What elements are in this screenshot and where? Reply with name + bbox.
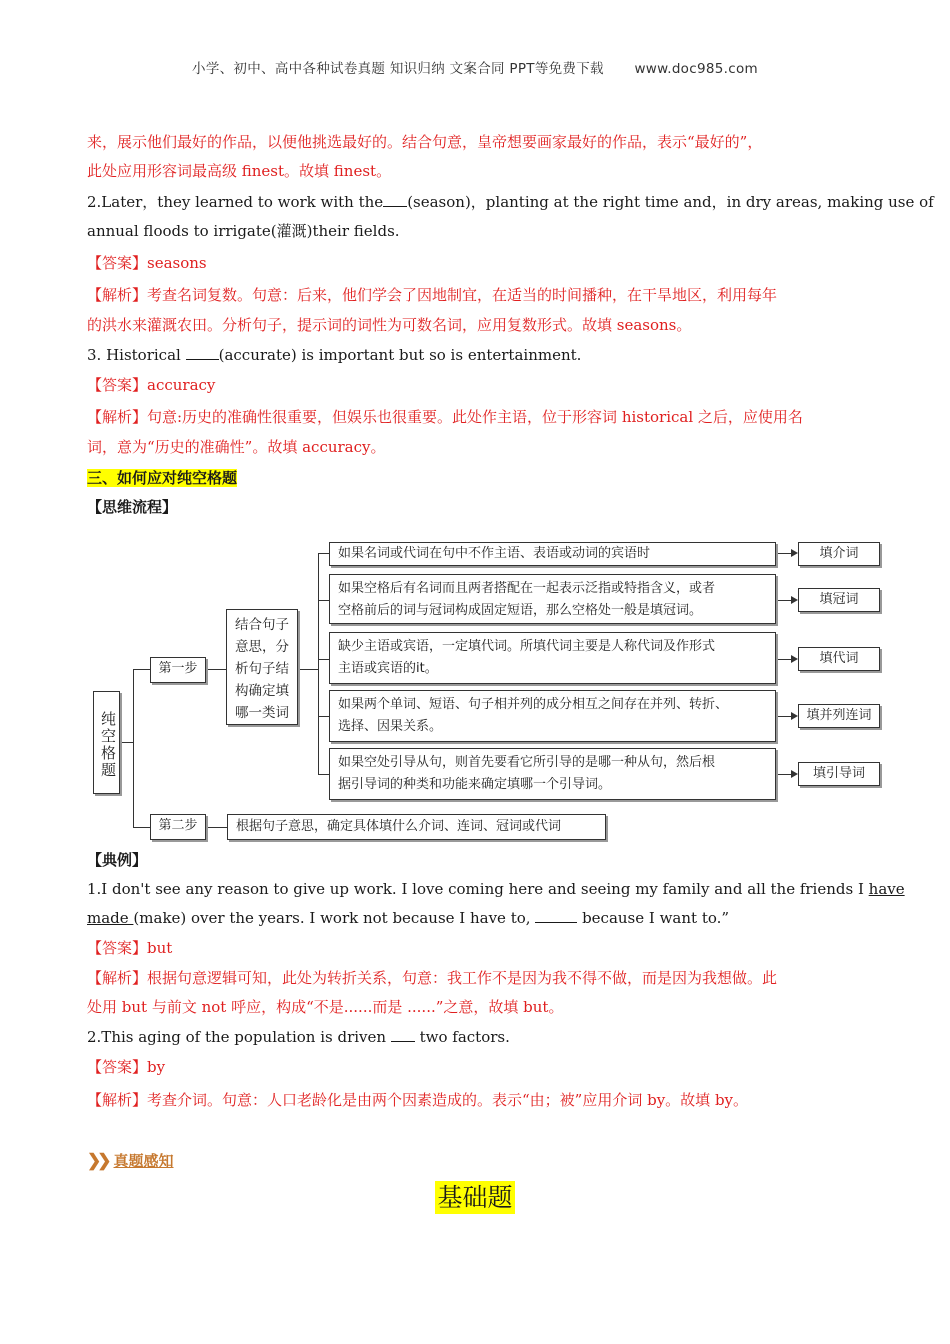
question-3-post: (accurate) is important but so is entertainment. xyxy=(218,346,582,364)
condition-text: 主语或宾语的it。 xyxy=(338,661,438,676)
question-2-analysis-1: 【解析】考查名词复数。句意：后来，他们学会了因地制宜，在适当的时间播种，在干旱地区，利用每年 xyxy=(87,286,778,304)
page-header xyxy=(0,57,950,77)
analyze-line: 构确定填 xyxy=(235,683,289,699)
condition-text: 如果名词或代词在句中不作主语、表语或动词的宾语时 xyxy=(338,546,651,561)
root-box: 纯空格题 xyxy=(93,691,120,794)
result-line-1 xyxy=(776,553,792,554)
step2-connector xyxy=(133,827,150,828)
question-3-pre: 3. Historical xyxy=(87,346,186,364)
question-3-analysis-2: 词，意为“历史的准确性”。故填 accuracy。 xyxy=(87,438,386,456)
example-1-underlined-made: made xyxy=(87,909,134,927)
double-chevron-icon: ❯❯ xyxy=(87,1151,108,1171)
root-connector xyxy=(118,742,134,743)
question-2-pre: 2.Later，they learned to work with the xyxy=(87,193,384,211)
branch-line-4 xyxy=(318,716,329,717)
analyze-line: 意思，分 xyxy=(235,639,289,655)
zhenti-link[interactable]: 真题感知 xyxy=(113,1152,174,1170)
condition-box-3 xyxy=(329,632,776,684)
branch-line-1 xyxy=(318,553,329,554)
example-label: 【典例】 xyxy=(87,851,148,869)
question-2-line-2: annual floods to irrigate(灌溉)their fields. xyxy=(87,222,400,240)
arrow-icon xyxy=(791,596,798,604)
question-2-analysis-2: 的洪水来灌溉农田。分析句子，提示词的词性为可数名词，应用复数形式。故填 seasons。 xyxy=(87,316,692,334)
branch-line-2 xyxy=(318,600,329,601)
arrow-icon xyxy=(791,770,798,778)
example-1-blank xyxy=(535,907,577,923)
step1-connector xyxy=(133,669,150,670)
flow-label: 【思维流程】 xyxy=(87,498,178,516)
header-site: www.doc985.com xyxy=(634,61,758,77)
zhenti-link-line xyxy=(87,1150,865,1172)
question-2-blank xyxy=(383,191,407,207)
branch-line-5 xyxy=(318,774,329,775)
example-2-blank xyxy=(391,1026,415,1042)
example-1-text: 1.I don't see any reason to give up work. I love coming here and seeing my family and all the friends I xyxy=(87,880,869,898)
section-3-heading: 三、如何应对纯空格题 xyxy=(87,469,238,487)
step1-to-analyze-line xyxy=(206,669,226,670)
basic-title-wrap xyxy=(0,1178,950,1214)
condition-text: 如果两个单词、短语、句子相并列的成分相互之间存在并列、转折、 xyxy=(338,697,729,712)
example-2-pre: 2.This aging of the population is driven xyxy=(87,1028,391,1046)
step2-text-box: 根据句子意思，确定具体填什么介词、连词、冠词或代词 xyxy=(227,814,606,840)
result-line-5 xyxy=(776,774,792,775)
result-box-4: 填并列连词 xyxy=(798,704,880,728)
condition-box-2 xyxy=(329,574,776,624)
branch-trunk-line xyxy=(318,553,319,774)
example-1-line-1 xyxy=(87,878,905,900)
result-box-1: 填介词 xyxy=(798,542,880,566)
condition-text: 空格前后的词与冠词构成固定短语，那么空格处一般是填冠词。 xyxy=(338,603,703,618)
question-3 xyxy=(87,344,865,366)
example-2 xyxy=(87,1026,865,1048)
condition-box-1 xyxy=(329,542,776,566)
question-2-post: (season)，planting at the right time and，in dry areas, making use of xyxy=(407,193,934,211)
example-1-analysis-1: 【解析】根据句意逻辑可知，此处为转折关系，句意：我工作不是因为我不得不做，而是因为我想做。此 xyxy=(87,969,778,987)
condition-box-4 xyxy=(329,690,776,742)
condition-text: 据引导词的种类和功能来确定填哪一个引导词。 xyxy=(338,777,612,792)
arrow-icon xyxy=(791,712,798,720)
example-2-analysis: 【解析】考查介词。句意：人口老龄化是由两个因素造成的。表示“由；被”应用介词 by。故填 by。 xyxy=(87,1091,749,1109)
question-3-analysis-1: 【解析】句意:历史的准确性很重要，但娱乐也很重要。此处作主语，位于形容词 historical 之后，应使用名 xyxy=(87,408,803,426)
condition-text: 缺少主语或宾语，一定填代词。所填代词主要是人称代词及作形式 xyxy=(338,639,716,654)
intro-line-2: 此处应用形容词最高级 finest。故填 finest。 xyxy=(87,162,392,180)
example-1-analysis-2: 处用 but 与前文 not 呼应，构成“不是......而是 ......”之意，故填 but。 xyxy=(87,998,564,1016)
basic-title: 基础题 xyxy=(437,1183,513,1212)
step1-box: 第一步 xyxy=(150,657,206,683)
root-trunk-line xyxy=(133,669,134,827)
example-1-post: because I want to.” xyxy=(577,909,730,927)
result-line-3 xyxy=(776,659,792,660)
example-1-underlined-have: have xyxy=(868,880,905,898)
analyze-line: 结合句子 xyxy=(235,617,289,633)
branch-line-3 xyxy=(318,659,329,660)
analyze-line: 析句子结 xyxy=(235,661,289,677)
section-3-heading-line xyxy=(87,467,865,489)
condition-text: 如果空处引导从句，则首先要看它所引导的是哪一种从句，然后根 xyxy=(338,755,716,770)
arrow-icon xyxy=(791,549,798,557)
example-2-post: two factors. xyxy=(414,1028,510,1046)
result-box-5: 填引导词 xyxy=(798,762,880,786)
result-box-2: 填冠词 xyxy=(798,588,880,612)
header-text: 小学、初中、高中各种试卷真题 知识归纳 文案合同 PPT等免费下载 xyxy=(192,61,604,77)
result-line-4 xyxy=(776,716,792,717)
example-1-answer: 【答案】but xyxy=(87,939,173,957)
arrow-icon xyxy=(791,655,798,663)
question-2-answer: 【答案】seasons xyxy=(87,254,207,272)
result-box-3: 填代词 xyxy=(798,647,880,671)
intro-line-1: 来，展示他们最好的作品，以便他挑选最好的。结合句意，皇帝想要画家最好的作品，表示“最好的”， xyxy=(87,133,763,151)
example-2-answer: 【答案】by xyxy=(87,1058,166,1076)
question-2 xyxy=(87,191,934,213)
step2-box: 第二步 xyxy=(150,814,206,840)
condition-text: 如果空格后有名词而且两者搭配在一起表示泛指或特指含义，或者 xyxy=(338,581,716,596)
question-3-blank xyxy=(186,344,219,360)
analyze-box xyxy=(226,609,298,725)
step2-to-text-line xyxy=(206,827,227,828)
analyze-out-line xyxy=(298,669,319,670)
condition-text: 选择、因果关系。 xyxy=(338,719,443,734)
example-1-line-2 xyxy=(87,907,865,929)
question-3-answer: 【答案】accuracy xyxy=(87,376,216,394)
analyze-line: 哪一类词 xyxy=(235,705,289,721)
result-line-2 xyxy=(776,600,792,601)
example-1-mid: (make) over the years. I work not because I have to, xyxy=(133,909,536,927)
condition-box-5 xyxy=(329,748,776,800)
